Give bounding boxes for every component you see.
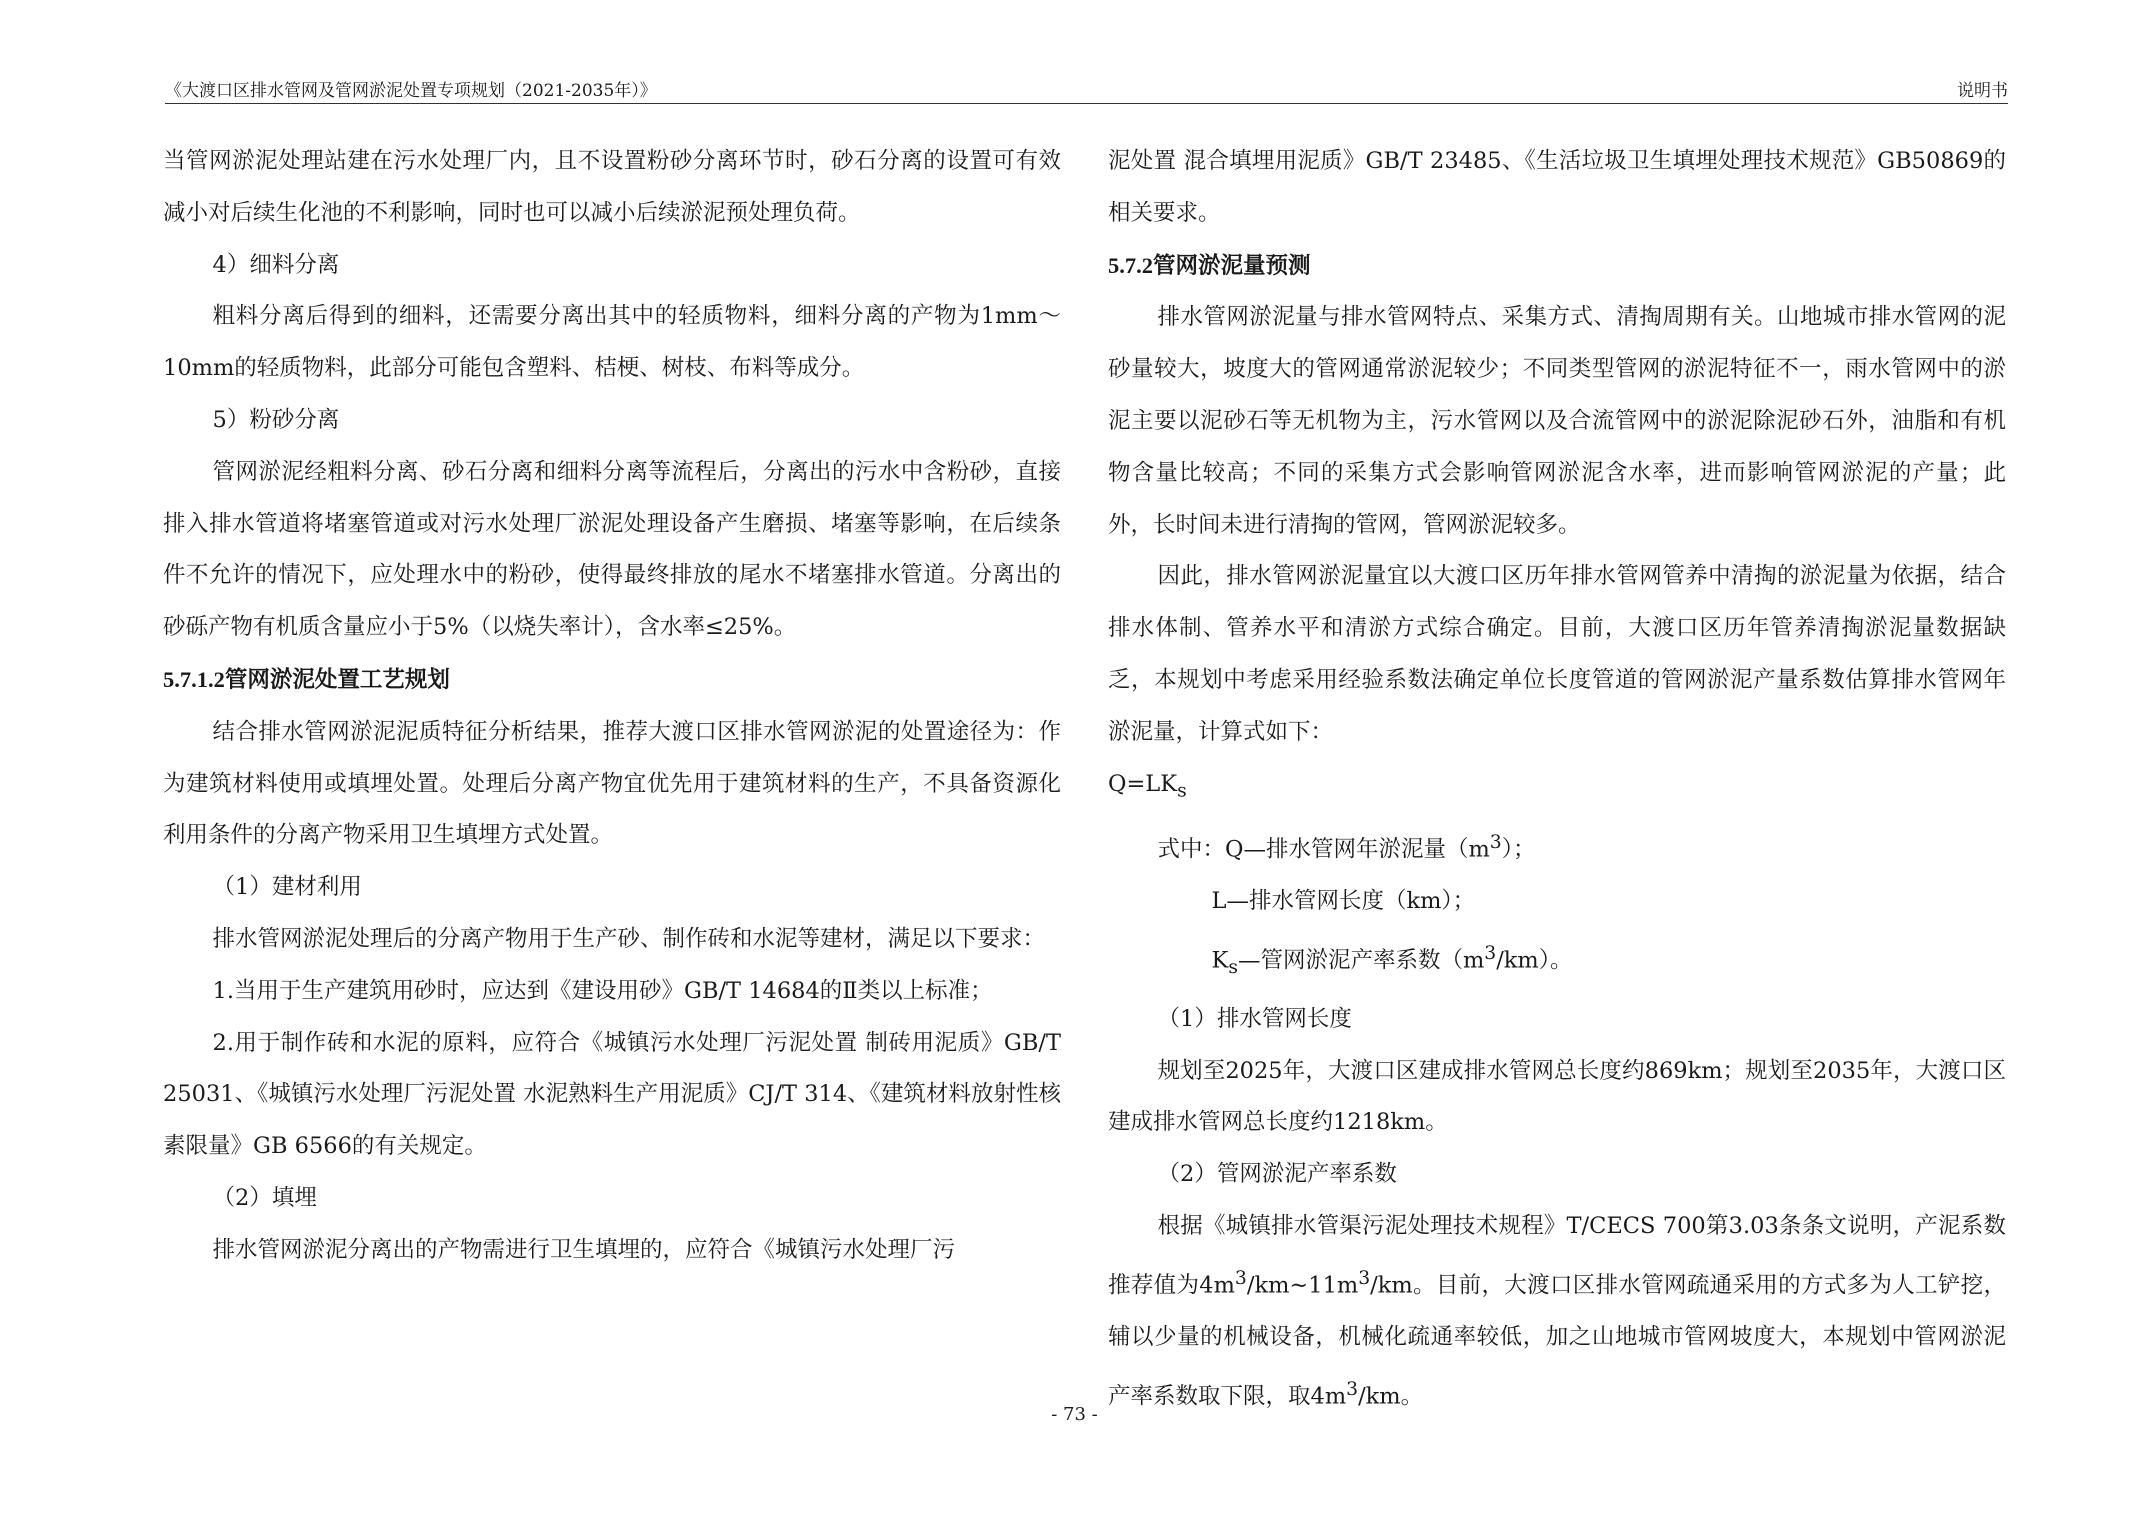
- page-header: [165, 76, 2008, 102]
- subsection-heading: 4）细料分离: [212, 251, 340, 278]
- paragraph: 粗料分离后得到的细料，还需要分离出其中的轻质物料，细料分离的产物为1mm～10mm的轻质物料，此部分可能包含塑料、桔梗、树枝、布料等成分。: [163, 303, 1061, 382]
- requirement-item: 2.用于制作砖和水泥的原料，应符合《城镇污水处理厂污泥处置 制砖用泥质》GB/T 25031、《城镇污水处理厂污泥处置 水泥熟料生产用泥质》CJ/T 314、《建筑材料放射性核素限量》GB 6566的有关规定。: [163, 1029, 1061, 1160]
- section-title: 管网淤泥处置工艺规划: [224, 666, 450, 693]
- subsection-heading: （1）建材利用: [212, 874, 362, 901]
- right-column: [1108, 136, 2006, 1423]
- document-title: 《大渡口区排水管网及管网淤泥处置专项规划（2021-2035年）》: [165, 81, 657, 101]
- subsection-heading: （2）填埋: [212, 1184, 317, 1211]
- paragraph: 排水管网淤泥分离出的产物需进行卫生填埋的，应符合《城镇污水处理厂污: [212, 1236, 956, 1263]
- left-column: [163, 136, 1061, 1277]
- subsection-heading: 5）粉砂分离: [212, 406, 340, 433]
- section-number: 5.7.2: [1108, 252, 1153, 278]
- paragraph: 排水管网淤泥量与排水管网特点、采集方式、清掏周期有关。山地城市排水管网的泥砂量较大，坡度大的管网通常淤泥较少；不同类型管网的淤泥特征不一，雨水管网中的淤泥主要以泥砂石等无机物为主，污水管网以及合流管网中的淤泥除泥砂石外，油脂和有机物含量比较高；不同的采集方式会影响管网淤泥含水率，进而影响管网淤泥的产量；此外，长时间未进行清掏的管网，管网淤泥较多。: [1108, 304, 2006, 538]
- paragraph: 因此，排水管网淤泥量宜以大渡口区历年排水管网管养中清掏的淤泥量为依据，结合排水体制、管养水平和清淤方式综合确定。目前，大渡口区历年管养清掏淤泥量数据缺乏，本规划中考虑采用经验系数法确定单位长度管道的管网淤泥产量系数估算排水管网年淤泥量，计算式如下：: [1108, 563, 2006, 745]
- subsection-heading: （1）排水管网长度: [1157, 1005, 1352, 1032]
- section-heading: [1108, 240, 2006, 293]
- formula-legend-ks: $K_s—$管网淤泥产率系数$(m^3/km)$。: [1211, 942, 1573, 978]
- paragraph: 结合排水管网淤泥泥质特征分析结果，推荐大渡口区排水管网淤泥的处置途径为：作为建筑材料使用或填埋处置。处理后分离产物宜优先用于建筑材料的生产，不具备资源化利用条件的分离产物采用卫生填埋方式处置。: [163, 718, 1061, 849]
- paragraph: 排水管网淤泥处理后的分离产物用于生产砂、制作砖和水泥等建材，满足以下要求：: [212, 925, 1046, 952]
- document-type: 说明书: [1957, 81, 2008, 101]
- header-divider: [165, 103, 2008, 104]
- formula-legend-q: 式中：Q—排水管网年淤泥量$(m^3)$；: [1157, 831, 1536, 863]
- subsection-heading: （2）管网淤泥产率系数: [1157, 1161, 1397, 1188]
- paragraph: 规划至2025年，大渡口区建成排水管网总长度约869km；规划至2035年，大渡口区建成排水管网总长度约1218km。: [1108, 1057, 2006, 1136]
- page-number: - 73 -: [1051, 1404, 1098, 1425]
- paragraph: 当管网淤泥处理站建在污水处理厂内，且不设置粉砂分离环节时，砂石分离的设置可有效减小对后续生化池的不利影响，同时也可以减小后续淤泥预处理负荷。: [163, 148, 1061, 226]
- requirement-item: 1.当用于生产建筑用砂时，应达到《建设用砂》GB/T 14684的Ⅱ类以上标准；: [212, 977, 993, 1004]
- section-heading: [163, 654, 1061, 707]
- paragraph: 根据《城镇排水管渠污泥处理技术规程》T/CECS 700第3.03条条文说明，产泥系数推荐值为$4m^3/km\sim 11m^3/km$。目前，大渡口区排水管网疏通采用的方式多为人工铲挖，辅以少量的机械设备，机械化疏通率较低，加之山地城市管网坡度大，本规划中管网淤泥产率系数取下限，取$4m^3/km$。: [1108, 1212, 2006, 1410]
- section-number: 5.7.1.2: [163, 666, 225, 692]
- formula-legend-l: L—排水管网长度（km）；: [1211, 888, 1476, 915]
- formula: $Q=LK_s$: [1108, 770, 1187, 802]
- section-title: 管网淤泥量预测: [1153, 252, 1311, 279]
- paragraph: 管网淤泥经粗料分离、砂石分离和细料分离等流程后，分离出的污水中含粉砂，直接排入排水管道将堵塞管道或对污水处理厂淤泥处理设备产生磨损、堵塞等影响，在后续条件不允许的情况下，应处理水中的粉砂，使得最终排放的尾水不堵塞排水管道。分离出的砂砾产物有机质含量应小于5%（以烧失率计），含水率≤25%。: [163, 458, 1061, 641]
- paragraph: 泥处置 混合填埋用泥质》GB/T 23485、《生活垃圾卫生填埋处理技术规范》GB50869的相关要求。: [1108, 148, 2006, 226]
